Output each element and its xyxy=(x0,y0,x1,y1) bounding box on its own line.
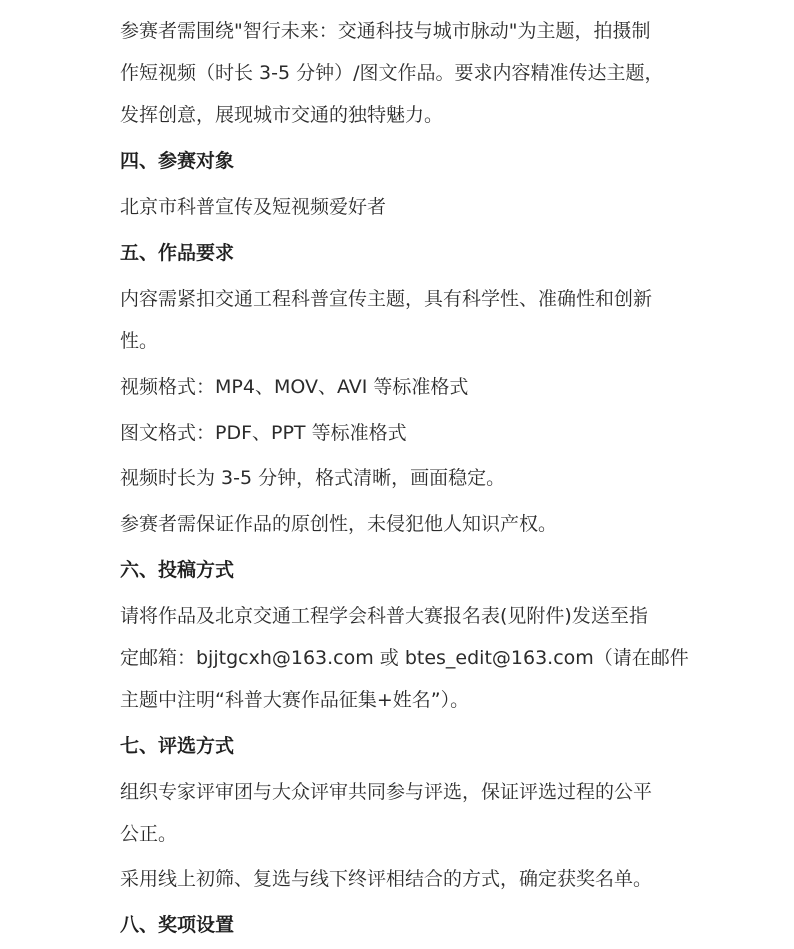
section-heading-awards: 八、奖项设置 xyxy=(120,914,235,936)
evaluation-line-1: 组织专家评审团与大众评审共同参与评选，保证评选过程的公平 xyxy=(120,781,653,803)
section-heading-submission: 六、投稿方式 xyxy=(120,559,235,581)
video-format-line: 视频格式：MP4、MOV、AVI 等标准格式 xyxy=(120,376,469,398)
requirements-line-2: 性。 xyxy=(120,330,159,352)
section-heading-requirements: 五、作品要求 xyxy=(120,242,235,264)
participants-text: 北京市科普宣传及短视频爱好者 xyxy=(120,196,387,218)
evaluation-line-2: 公正。 xyxy=(120,823,178,845)
image-text-format-line: 图文格式：PDF、PPT 等标准格式 xyxy=(120,422,407,444)
requirements-line-1: 内容需紧扣交通工程科普宣传主题，具有科学性、准确性和创新 xyxy=(120,288,653,310)
section-heading-participants: 四、参赛对象 xyxy=(120,150,235,172)
submission-line-1: 请将作品及北京交通工程学会科普大赛报名表(见附件)发送至指 xyxy=(120,605,648,627)
submission-line-3: 主题中注明“科普大赛作品征集+姓名”）。 xyxy=(120,689,470,711)
section-heading-evaluation: 七、评选方式 xyxy=(120,735,235,757)
video-duration-line: 视频时长为 3-5 分钟，格式清晰，画面稳定。 xyxy=(120,467,506,489)
submission-line-2: 定邮箱：bjjtgcxh@163.com 或 btes_edit@163.com（请在邮件 xyxy=(120,647,689,669)
evaluation-line-3: 采用线上初筛、复选与线下终评相结合的方式，确定获奖名单。 xyxy=(120,868,653,890)
theme-paragraph-line-2: 作短视频（时长 3-5 分钟）/图文作品。要求内容精准传达主题， xyxy=(120,62,664,84)
theme-paragraph-line-1: 参赛者需围绕"智行未来：交通科技与城市脉动"为主题，拍摄制 xyxy=(120,20,651,42)
originality-line: 参赛者需保证作品的原创性，未侵犯他人知识产权。 xyxy=(120,513,558,535)
theme-paragraph-line-3: 发挥创意，展现城市交通的独特魅力。 xyxy=(120,104,444,126)
